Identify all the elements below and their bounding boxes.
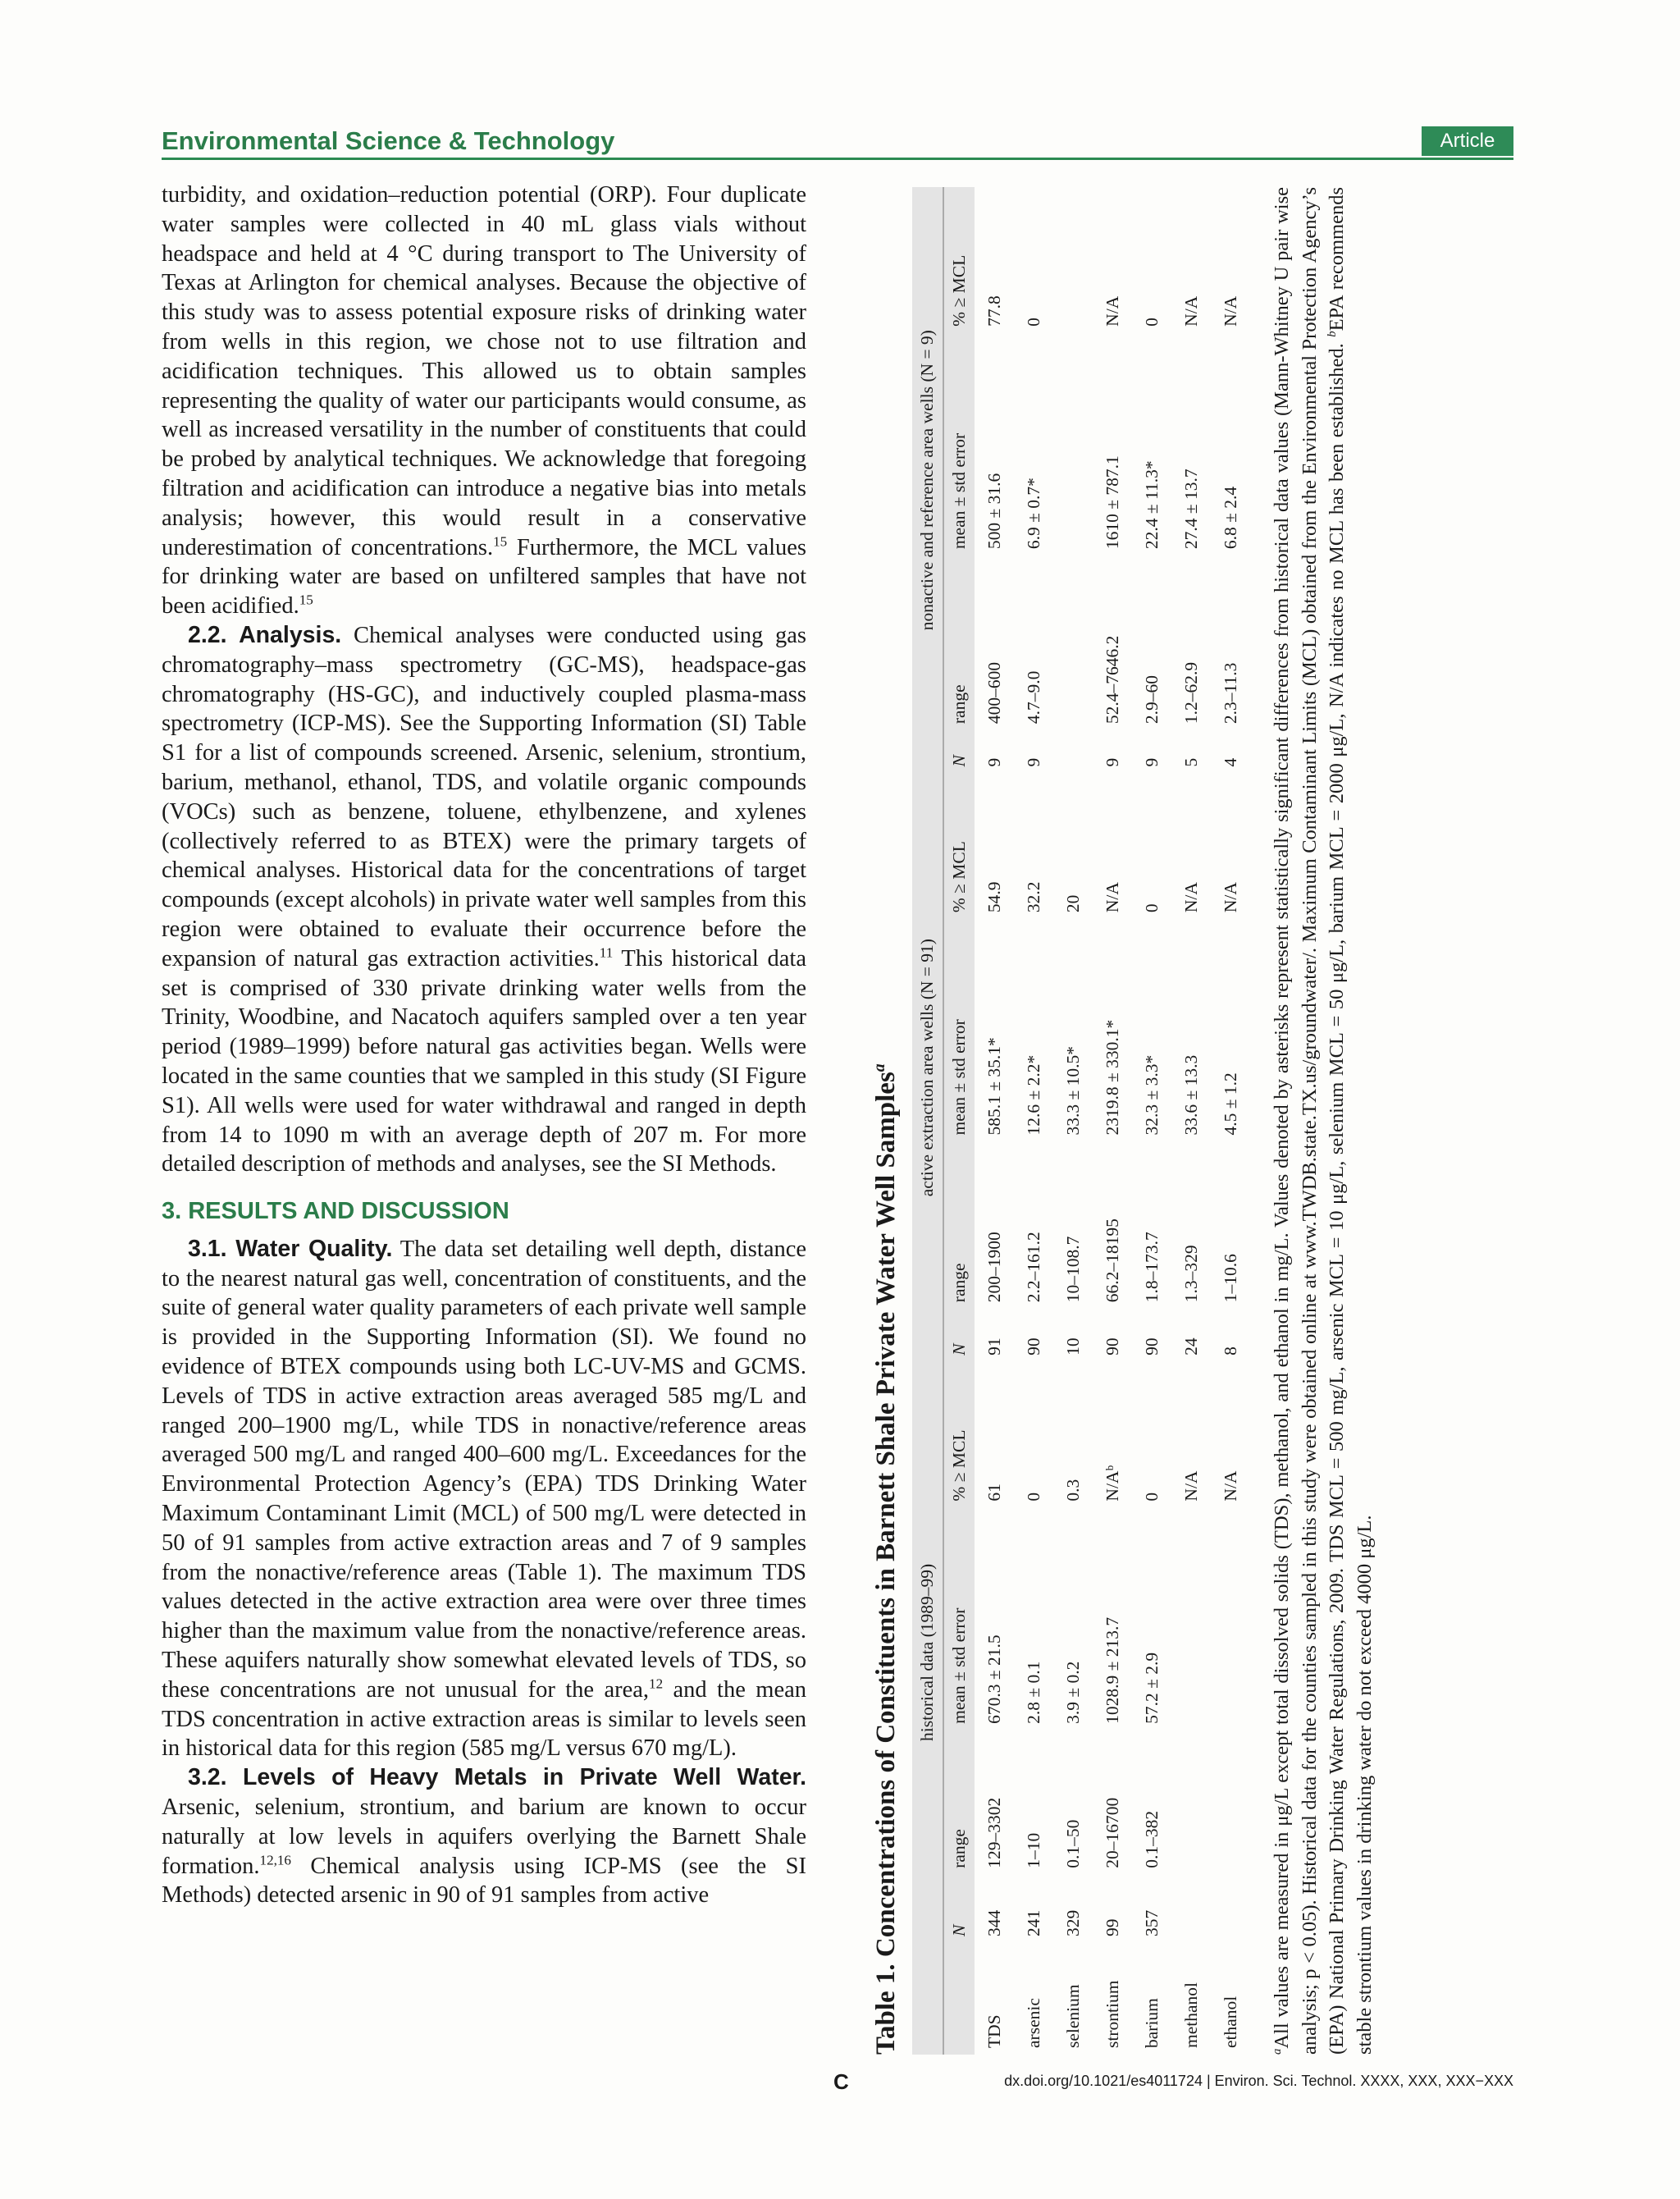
row-label: selenium [1062, 1984, 1083, 2048]
paragraph-water-quality: 3.1. Water Quality. The data set detailing well depth, distance to the nearest natural gas well, concentration of constituents, and the suite of general water quality parameters of each private well sample is provided in the Supporting Information (SI). We found no evidence of BTEX compounds using both LC-UV-MS and GCMS. Levels of TDS in active extraction areas averaged 585 mg/L and ranged 200–1900 mg/L, while TDS in nonactive/reference areas averaged 500 mg/L and ranged 400–600 mg/L. Exceedances for the Environmental Protection Agency’s (EPA) TDS Drinking Water Maximum Contaminant Limit (MCL) of 500 mg/L were detected in 50 of 91 samples from active extraction areas and 7 of 9 samples from the nonactive/reference areas (Table 1). The maximum TDS values detected in the active extraction area were over three times higher than the maximum value from the nonactive/reference areas. These aquifers naturally show somewhat elevated levels of TDS, so these concentrations are not unusual for the area,$^{12}$ and the mean TDS concentration in active extraction areas is similar to levels seen in historical data for this region (585 mg/L versus 670 mg/L). [162, 1235, 807, 1762]
table-cell: 9 [1102, 757, 1122, 767]
table-cell: 66.2–18195 [1102, 1218, 1122, 1303]
table-cell: 2.8 ± 0.1 [1023, 1661, 1043, 1724]
table-cell: 10 [1062, 1337, 1083, 1356]
table-cell: 9 [984, 757, 1004, 767]
column-header: mean ± std error [949, 432, 969, 550]
body-text-column [162, 181, 806, 1910]
column-header: range [949, 1263, 969, 1303]
table-cell [1053, 730, 1093, 773]
table-cell: 9 [1141, 757, 1162, 767]
column-header: range [949, 1829, 969, 1868]
table-cell: 90 [1023, 1337, 1043, 1356]
table-row [1014, 187, 1053, 2055]
journal-title: Environmental Science & Technology [162, 126, 615, 155]
paragraph-methods-end: turbidity, and oxidation–reduction potential (ORP). Four duplicate water samples were collected in 40 mL glass vials without headspace and held at 4 °C during transport to The University of Texas at Arlington for chemical analyses. Because the objective of this study was to assess potential exposure risks of drinking water from wells in this region, we chose not to use filtration and acidification techniques. This allowed us to obtain samples representing the quality of water our participants would consume, as well as increased versatility in the number of constituents that could be probed by analytical techniques. We acknowledge that foregoing filtration and acidification can introduce a negative bias into metals analysis; however, this would result in a conservative underestimation of concentrations.$^{15}$ Furthermore, the MCL values for drinking water are based on unfiltered samples that have not been acidified.$^{15}$ [162, 182, 806, 619]
table-cell: 329 [1062, 1909, 1083, 1936]
table-row [1171, 187, 1211, 2055]
table-cell: 670.3 ± 21.5 [984, 1634, 1004, 1724]
group-header: nonactive and reference area wells (N = 9) [912, 187, 943, 773]
table-cell: N/A [1180, 1470, 1201, 1502]
table-cell: 1–10 [1023, 1832, 1043, 1868]
table-cell [1053, 333, 1093, 555]
table-cell: 1.2–62.9 [1180, 661, 1201, 725]
page-footer [0, 2069, 1680, 2097]
table-cell [1211, 1875, 1250, 1943]
section-heading: 3. RESULTS AND DISCUSSION [162, 1198, 509, 1225]
table-cell: 2319.8 ± 330.1* [1102, 1019, 1122, 1136]
table-cell [1211, 1508, 1250, 1730]
row-label: arsenic [1023, 1998, 1043, 2048]
table-cell: 9 [1023, 757, 1043, 767]
table-cell: 4 [1220, 757, 1240, 767]
table-cell: 20–16700 [1102, 1797, 1122, 1868]
table-cell [1053, 555, 1093, 730]
table-cell: 3.9 ± 0.2 [1062, 1661, 1083, 1724]
table-cell [1053, 187, 1093, 333]
subsection-heading: 2.2. Analysis. [188, 621, 342, 648]
table-cell: 20 [1062, 894, 1083, 913]
table-cell: 0 [1141, 903, 1162, 913]
table-cell: 0 [1141, 1492, 1162, 1502]
table-cell: 10–108.7 [1062, 1236, 1083, 1303]
table-cell [1211, 1730, 1250, 1875]
table-cell [1171, 1730, 1211, 1875]
table-row [1211, 187, 1250, 2055]
table-cell: 12.6 ± 2.2* [1023, 1054, 1043, 1136]
table-cell: 129–3302 [984, 1797, 1004, 1868]
table-cell: 22.4 ± 11.3* [1141, 460, 1162, 550]
table-cell: 91 [984, 1337, 1004, 1356]
column-header: N [949, 1343, 969, 1356]
row-label: methanol [1180, 1982, 1201, 2048]
row-label: TDS [984, 2014, 1004, 2048]
table-cell: 99 [1102, 1918, 1122, 1936]
table-cell: 1.3–329 [1180, 1245, 1201, 1303]
column-header: % ≥ MCL [949, 1429, 969, 1502]
table-cell: 4.5 ± 1.2 [1220, 1072, 1240, 1136]
table-cell: 90 [1141, 1337, 1162, 1356]
table-cell: 2.2–161.2 [1023, 1232, 1043, 1303]
table-cell: 400–600 [984, 661, 1004, 725]
table-row [1093, 187, 1132, 2055]
table-cell: 57.2 ± 2.9 [1141, 1652, 1162, 1724]
rotated-table [868, 187, 1508, 2055]
column-header: N [949, 1924, 969, 1936]
table-cell: 54.9 [984, 881, 1004, 913]
table-footnote: $^a$All values are measured in μg/L except total dissolved solids (TDS), methanol, and ethanol in mg/L. Values denoted by asterisks represent statistically significant differences from historical data values (Mann-Whitney U pair wise analysis; p < 0.05). Historical data for the counties sampled in this study were obtained online at www.TWDB.state.TX.us/groundwater/. Maximum Contaminant Limits (MCL) obtained from the Environmental Protection Agency’s (EPA) National Primary Drinking Water Regulations, 2009. TDS MCL = 500 mg/L, arsenic MCL = 10 μg/L, selenium MCL = 50 μg/L, barium MCL = 2000 μg/L, N/A indicates no MCL has been established. $^b$EPA recommends stable strontium values in drinking water do not exceed 4000 μg/L. [1270, 187, 1376, 2055]
article-badge: Article [1422, 126, 1513, 156]
table-cell: 0.1–382 [1141, 1810, 1162, 1868]
paragraph-analysis: 2.2. Analysis. Chemical analyses were conducted using gas chromatography–mass spectrometry (GC-MS), headspace-gas chromatography (HS-GC), and inductively coupled plasma-mass spectrometry (ICP-MS). See the Supporting Information (SI) Table S1 for a list of compounds screened. Arsenic, selenium, strontium, barium, methanol, ethanol, TDS, and volatile organic compounds (VOCs) such as benzene, toluene, ethylbenzene, and xylenes (collectively referred to as BTEX) were the primary targets of chemical analyses. Historical data for the concentrations of target compounds (except alcohols) in private water well samples from this region were obtained to evaluate their occurrence before the expansion of natural gas extraction activities.$^{11}$ This historical data set is comprised of 330 private drinking water wells from the Trinity, Woodbine, and Nacatoch aquifers sampled over a ten year period (1989–1999) before natural gas activities began. Wells were located in the same counties that we sampled in this study (SI Figure S1). All wells were used for water withdrawal and ranged in depth from 14 to 1090 m with an average depth of 207 m. For more detailed description of methods and analyses, see the SI Methods. [162, 621, 806, 1177]
table-cell: 24 [1180, 1337, 1201, 1356]
paragraph-heavy-metals: 3.2. Levels of Heavy Metals in Private Well Water. Arsenic, selenium, strontium, and barium are known to occur naturally at low levels in aquifers overlying the Barnett Shale formation.$^{12,16}$ Chemical analysis using ICP-MS (see the SI Methods) detected arsenic in 90 of 91 samples from active [162, 1764, 806, 1909]
group-header: active extraction area wells (N = 91) [912, 773, 943, 1361]
row-label: strontium [1102, 1980, 1122, 2048]
row-label: ethanol [1220, 1996, 1240, 2048]
table-cell: 90 [1102, 1337, 1122, 1356]
column-header: mean ± std error [949, 1607, 969, 1724]
column-header: N [949, 755, 969, 767]
table-cell: 2.9–60 [1141, 675, 1162, 725]
table-cell: 33.6 ± 13.3 [1180, 1054, 1201, 1136]
table-cell: 61 [984, 1484, 1004, 1502]
row-label: barium [1141, 1998, 1162, 2048]
column-header: mean ± std error [949, 1019, 969, 1136]
table-cell: N/A [1180, 882, 1201, 913]
table-cell: N/Aᵇ [1102, 1465, 1122, 1502]
group-header: historical data (1989–99) [912, 1362, 943, 1943]
table-cell: 0 [1023, 318, 1043, 327]
table-cell [1171, 1508, 1211, 1730]
table-cell: 4.7–9.0 [1023, 670, 1043, 725]
table-cell: 1610 ± 787.1 [1102, 455, 1122, 550]
table-cell: 0 [1023, 1492, 1043, 1502]
table-cell: 500 ± 31.6 [984, 473, 1004, 550]
table-cell: 357 [1141, 1909, 1162, 1936]
subsection-heading: 3.1. Water Quality. [188, 1235, 393, 1262]
table-cell: 0.1–50 [1062, 1819, 1083, 1868]
table-cell: N/A [1180, 295, 1201, 327]
table-row [1053, 187, 1093, 2055]
table-cell: 1–10.6 [1220, 1254, 1240, 1303]
table-cell: 32.2 [1023, 881, 1043, 913]
table-cell: 33.3 ± 10.5* [1062, 1045, 1083, 1136]
table-cell: 0.3 [1062, 1479, 1083, 1502]
table-cell: 585.1 ± 35.1* [984, 1037, 1004, 1136]
constituents-table [912, 187, 1250, 2055]
journal-header [162, 125, 1513, 160]
table-cell: N/A [1220, 882, 1240, 913]
table-cell: 52.4–7646.2 [1102, 635, 1122, 725]
table-cell: N/A [1102, 295, 1122, 327]
table-cell: N/A [1220, 1470, 1240, 1502]
table-cell: 200–1900 [984, 1232, 1004, 1303]
table-title: Table 1. Concentrations of Constituents in Barnett Shale Private Water Well Samples$^a$ [870, 1063, 901, 2055]
table-cell [1171, 1875, 1211, 1943]
table-cell: 1.8–173.7 [1141, 1232, 1162, 1303]
table-cell: 5 [1180, 757, 1201, 767]
table-row [975, 187, 1014, 2055]
table-cell: 344 [984, 1909, 1004, 1936]
table-cell: 241 [1023, 1909, 1043, 1936]
column-header: % ≥ MCL [949, 254, 969, 327]
table-cell: N/A [1102, 882, 1122, 913]
page-number: C [833, 2069, 849, 2094]
table-cell: 0 [1141, 318, 1162, 327]
column-header: % ≥ MCL [949, 841, 969, 913]
table-row [1132, 187, 1171, 2055]
table-cell: 6.9 ± 0.7* [1023, 478, 1043, 550]
column-header: range [949, 684, 969, 725]
table-cell: 77.8 [984, 295, 1004, 327]
table-cell: 2.3–11.3 [1220, 662, 1240, 725]
doi-citation: dx.doi.org/10.1021/es4011724 | Environ. Sci. Technol. XXXX, XXX, XXX−XXX [1004, 2073, 1513, 2089]
table-cell: 32.3 ± 3.3* [1141, 1054, 1162, 1136]
table-cell: 8 [1220, 1346, 1240, 1356]
subsection-heading: 3.2. Levels of Heavy Metals in Private Well Water. [188, 1764, 806, 1791]
table-cell: 1028.9 ± 213.7 [1102, 1616, 1122, 1724]
table-cell: N/A [1220, 295, 1240, 327]
table-cell: 27.4 ± 13.7 [1180, 469, 1201, 550]
table-cell: 6.8 ± 2.4 [1220, 486, 1240, 550]
